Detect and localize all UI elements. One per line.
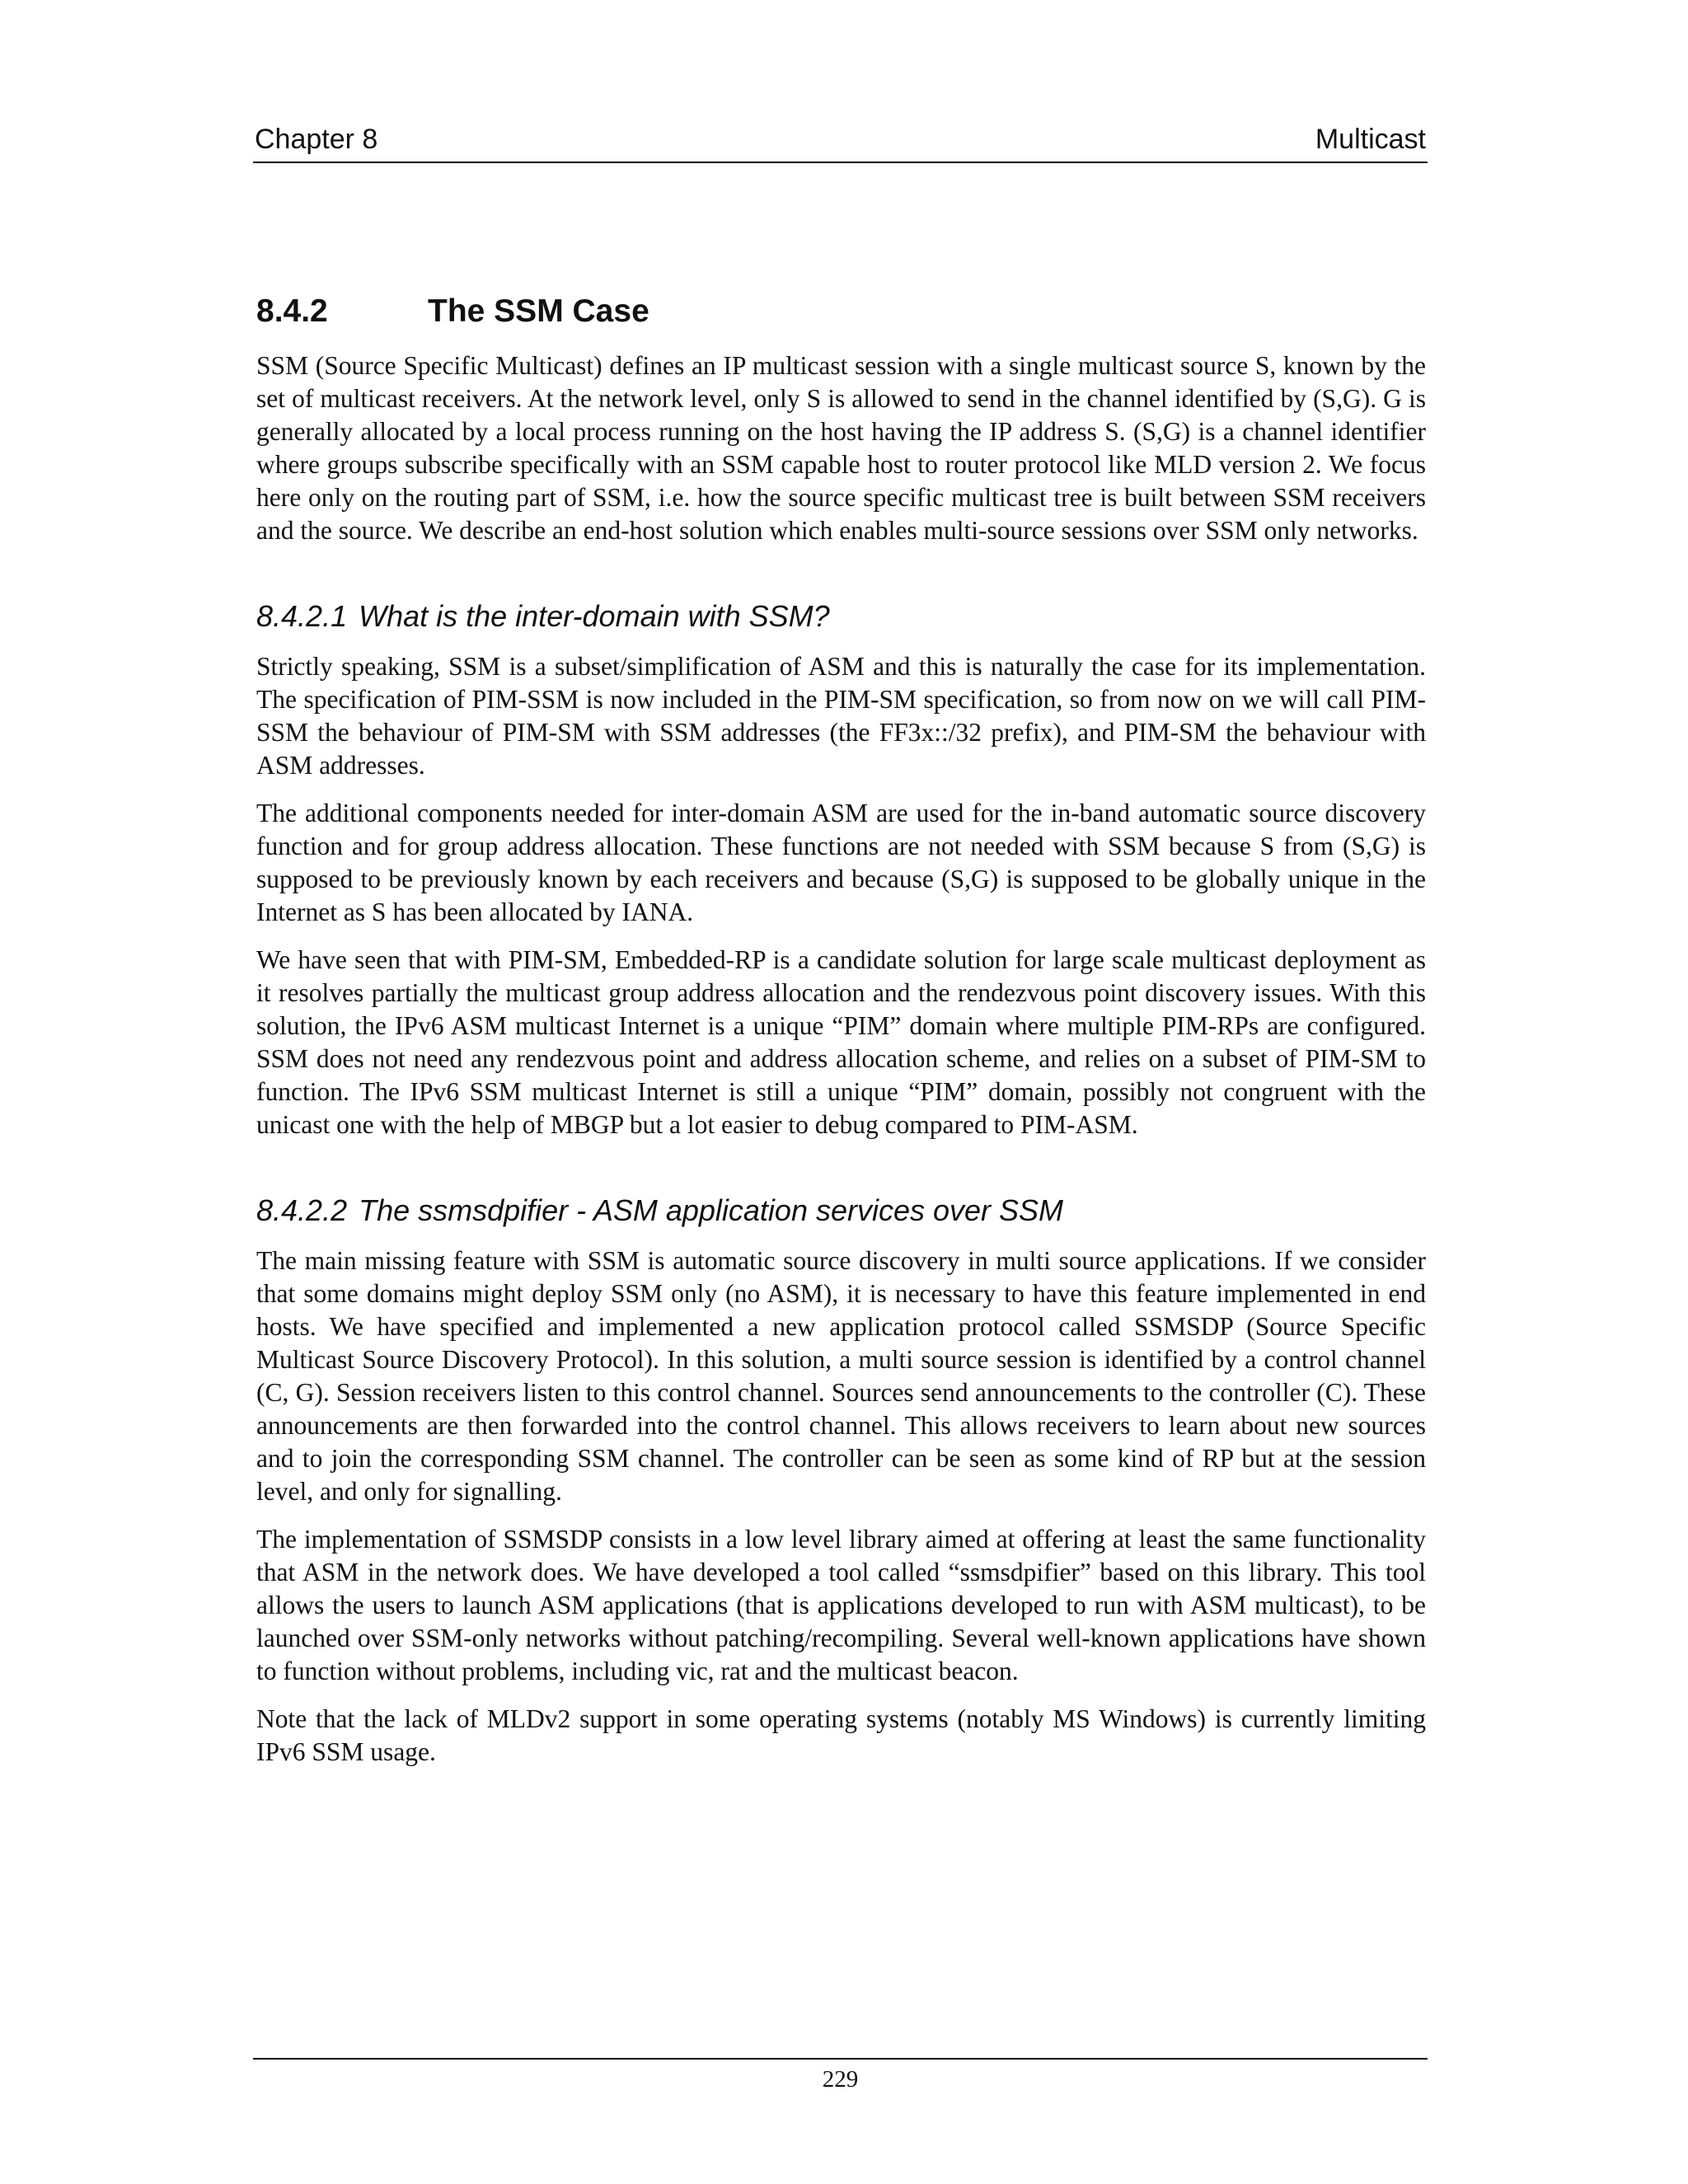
subsection-title: What is the inter-domain with SSM? [359,598,830,633]
section-title: The SSM Case [428,293,649,329]
chapter-title: Multicast [1315,124,1426,155]
paragraph: Note that the lack of MLDv2 support in some operating systems (notably MS Windows) is currently limiting IPv6 SSM usage. [256,1704,1426,1767]
page-number: 229 [822,2066,859,2093]
page-content [256,293,1426,1783]
section-heading [256,293,1426,331]
chapter-label: Chapter 8 [255,124,378,155]
paragraph: We have seen that with PIM-SM, Embedded-RP is a candidate solution for large scale multicast deployment as it resolves partially the multicast group address allocation and the rendezvous point discovery issues. With this solution, the IPv6 ASM multicast Internet is a unique “PIM” domain where multiple PIM-RPs are configured. SSM does not need any rendezvous point and address allocation scheme, and relies on a subset of PIM-SM to function. The IPv6 SSM multicast Internet is still a unique “PIM” domain, possibly not congruent with the unicast one with the help of MBGP but a lot easier to debug compared to PIM-ASM. [256,944,1426,1139]
section-intro-paragraph: SSM (Source Specific Multicast) defines an IP multicast session with a single multicast source S, known by the set of multicast receivers. At the network level, only S is allowed to send in the channel identified by (S,G). G is generally allocated by a local process running on the host having the IP address S. (S,G) is a channel identifier where groups subscribe specifically with an SSM capable host to router protocol like MLD version 2. We focus here only on the routing part of SSM, i.e. how the source specific multicast tree is built between SSM receivers and the source. We describe an end-host solution which enables multi-source sessions over SSM only networks. [256,350,1426,545]
running-footer [253,2058,1428,2093]
subsection-number: 8.4.2.2 [256,1193,348,1227]
paragraph: Strictly speaking, SSM is a subset/simplification of ASM and this is naturally the case for its implementation. The specification of PIM-SSM is now included in the PIM-SM specification, so from now on we will call PIM-SSM the behaviour of PIM-SM with SSM addresses (the FF3x::/32 prefix), and PIM-SM the behaviour with ASM addresses. [256,651,1426,780]
subsection-title: The ssmsdpifier - ASM application services over SSM [359,1193,1064,1227]
paragraph: The additional components needed for inter-domain ASM are used for the in-band automatic source discovery function and for group address allocation. These functions are not needed with SSM because S from (S,G) is supposed to be previously known by each receivers and because (S,G) is supposed to be globally unique in the Internet as S has been allocated by IANA. [256,798,1426,926]
section-number: 8.4.2 [256,293,328,329]
paragraph: The implementation of SSMSDP consists in a low level library aimed at offering at least the same functionality that ASM in the network does. We have developed a tool called “ssmsdpifier” based on this library. This tool allows the users to launch ASM applications (that is applications developed to run with ASM multicast), to be launched over SSM-only networks without patching/recompiling. Several well-known applications have shown to function without problems, including vic, rat and the multicast beacon. [256,1525,1426,1686]
running-header [253,124,1428,163]
paragraph: The main missing feature with SSM is automatic source discovery in multi source applications. If we consider that some domains might deploy SSM only (no ASM), it is necessary to have this feature implemented in end hosts. We have specified and implemented a new application protocol called SSMSDP (Source Specific Multicast Source Discovery Protocol). In this solution, a multi source session is identified by a control channel (C, G). Session receivers listen to this control channel. Sources send announcements to the controller (C). These announcements are then forwarded into the control channel. This allows receivers to learn about new sources and to join the corresponding SSM channel. The controller can be seen as some kind of RP but at the session level, and only for signalling. [256,1246,1426,1507]
subsection-heading-1 [256,598,1426,634]
subsection-number: 8.4.2.1 [256,598,348,633]
subsection-heading-2 [256,1193,1426,1228]
